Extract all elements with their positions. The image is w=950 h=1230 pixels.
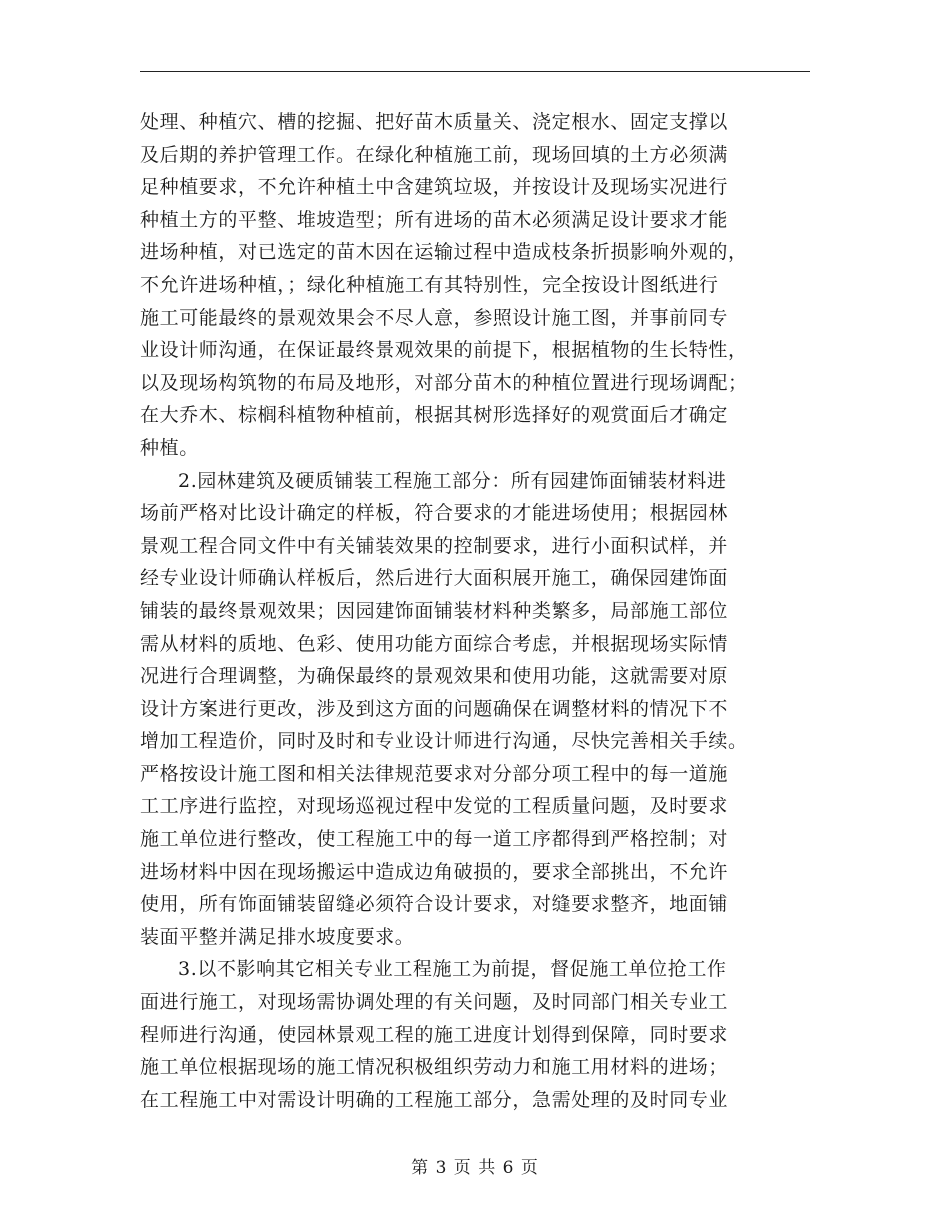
- text-line: 足种植要求，不允许种植土中含建筑垃圾，并按设计及现场实况进行: [140, 176, 729, 199]
- text-line: 以及现场构筑物的布局及地形，对部分苗木的种植位置进行现场调配；: [140, 371, 748, 394]
- paragraph-start-line: 3.以不影响其它相关专业工程施工为前提，督促施工单位抢工作: [178, 958, 727, 981]
- text-line: 处理、种植穴、槽的挖掘、把好苗木质量关、浇定根水、固定支撑以: [140, 111, 729, 133]
- text-line: 铺装的最终景观效果；因园建饰面铺装材料种类繁多，局部施工部位: [140, 599, 729, 622]
- text-line: 使用，所有饰面铺装留缝必须符合设计要求，对缝要求整齐，地面铺: [140, 893, 729, 916]
- text-line: 进场材料中因在现场搬运中造成边角破损的，要求全部挑出，不允许: [140, 860, 729, 883]
- text-line: 在工程施工中对需设计明确的工程施工部分，急需处理的及时同专业: [140, 1088, 729, 1111]
- text-line: 施工单位根据现场的施工情况积极组织劳动力和施工用材料的进场；: [140, 1056, 729, 1079]
- text-line: 设计方案进行更改，涉及到这方面的问题确保在调整材料的情况下不: [140, 697, 729, 720]
- text-line: 种植土方的平整、堆坡造型；所有进场的苗木必须满足设计要求才能: [140, 208, 729, 231]
- text-line: 场前严格对比设计确定的样板，符合要求的才能进场使用；根据园林: [140, 502, 729, 525]
- text-line: 装面平整并满足排水坡度要求。: [140, 925, 415, 948]
- text-line: 况进行合理调整，为确保最终的景观效果和使用功能，这就需要对原: [140, 665, 729, 688]
- text-line: 不允许进场种植，；绿化种植施工有其特别性，完全按设计图纸进行: [140, 273, 719, 296]
- text-line: 严格按设计施工图和相关法律规范要求对分部分项工程中的每一道施: [140, 762, 729, 785]
- text-line: 增加工程造价，同时及时和专业设计师进行沟通，尽快完善相关手续。: [140, 730, 748, 753]
- text-line: 经专业设计师确认样板后，然后进行大面积展开施工，确保园建饰面: [140, 567, 729, 590]
- header-rule: [140, 71, 810, 72]
- text-line: 施工可能最终的景观效果会不尽人意，参照设计施工图，并事前同专: [140, 306, 729, 329]
- document-body: [140, 106, 810, 1116]
- text-line: 施工单位进行整改，使工程施工中的每一道工序都得到严格控制；对: [140, 828, 729, 851]
- text-line: 业设计师沟通，在保证最终景观效果的前提下，根据植物的生长特性，: [140, 339, 748, 362]
- text-line: 进场种植，对已选定的苗木因在运输过程中造成枝条折损影响外观的，: [140, 241, 748, 264]
- paragraph-start-line: 2.园林建筑及硬质铺装工程施工部分：所有园建饰面铺装材料进: [178, 469, 727, 492]
- text-line: 面进行施工，对现场需协调处理的有关问题，及时同部门相关专业工: [140, 991, 729, 1014]
- text-line: 种植。: [140, 436, 199, 459]
- page-number-footer: 第 3 页 共 6 页: [411, 1158, 539, 1178]
- text-line: 程师进行沟通，使园林景观工程的施工进度计划得到保障，同时要求: [140, 1023, 729, 1046]
- text-line: 在大乔木、棕榈科植物种植前，根据其树形选择好的观赏面后才确定: [140, 404, 729, 427]
- text-line: 及后期的养护管理工作。在绿化种植施工前，现场回填的土方必须满: [140, 143, 729, 166]
- text-line: 景观工程合同文件中有关铺装效果的控制要求，进行小面积试样，并: [140, 534, 729, 557]
- text-line: 需从材料的质地、色彩、使用功能方面综合考虑，并根据现场实际情: [140, 632, 729, 655]
- text-line: 工工序进行监控，对现场巡视过程中发觉的工程质量问题，及时要求: [140, 795, 729, 818]
